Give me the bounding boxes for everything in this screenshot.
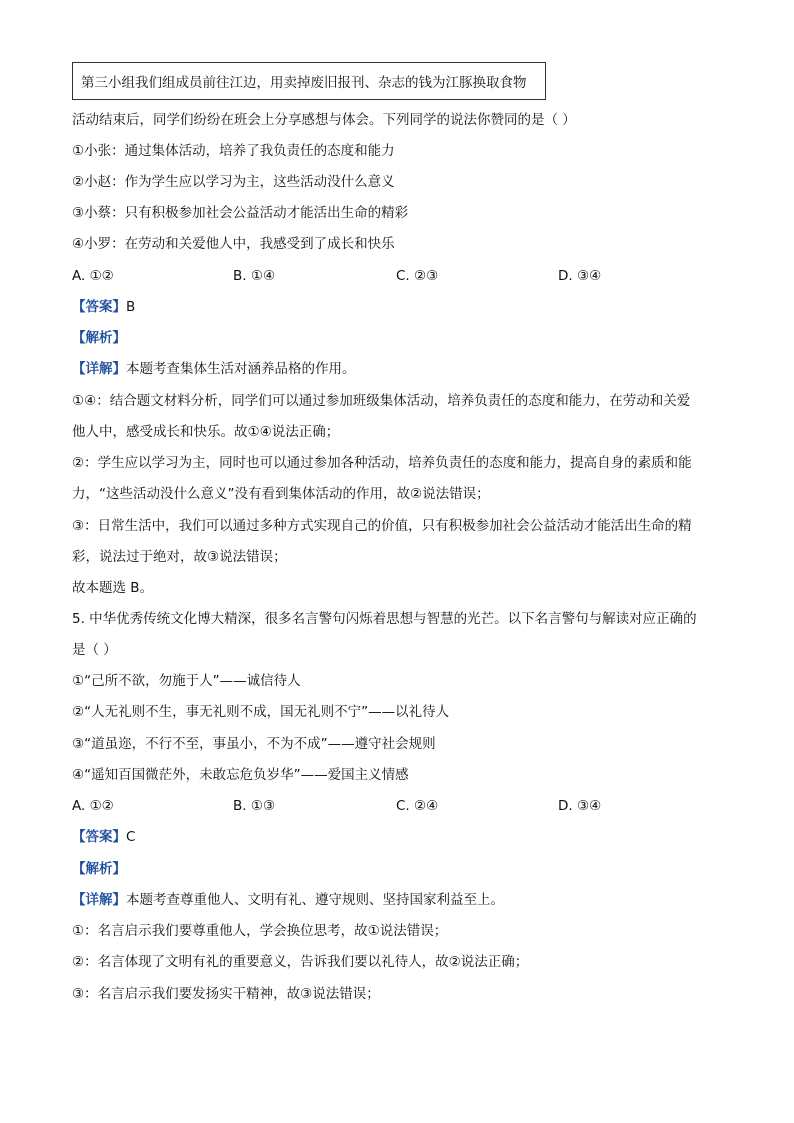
q5-expl-3: ③：名言启示我们要发扬实干精神，故③说法错误； [72, 986, 380, 1002]
q4-item-2: ②小赵：作为学生应以学习为主，这些活动没什么意义 [72, 174, 395, 190]
q4-detail-label: 【详解】 [72, 361, 126, 377]
q5-analysis-label: 【解析】 [72, 861, 126, 877]
q4-item-1: ①小张：通过集体活动，培养了我负责任的态度和能力 [72, 143, 395, 159]
q4-answer-label: 【答案】 [72, 299, 126, 315]
q4-expl-1: ①④：结合题文材料分析，同学们可以通过参加班级集体活动，培养负责任的态度和能力，在劳动和关爱 [72, 393, 691, 409]
q5-option-d: D. ③④ [558, 798, 602, 814]
q4-option-a: A. ①② [72, 268, 114, 284]
q5-item-1: ①“己所不欲，勿施于人”——诚信待人 [72, 673, 301, 689]
q5-detail-label: 【详解】 [72, 892, 126, 908]
q4-analysis-line [72, 328, 126, 348]
q5-answer-line [72, 827, 135, 847]
q4-conclusion: 故本题选 B。 [72, 580, 154, 596]
q5-option-a: A. ①② [72, 798, 114, 814]
q5-item-3: ③“道虽迩，不行不至，事虽小，不为不成”——遵守社会规则 [72, 736, 436, 752]
q4-expl-3: ②：学生应以学习为主，同时也可以通过参加各种活动，培养负责任的态度和能力，提高自身的素质和能 [72, 455, 692, 471]
q4-option-b: B. ①④ [233, 268, 276, 284]
q5-detail-line [72, 890, 504, 910]
q4-answer-line [72, 297, 135, 317]
q5-expl-1: ①：名言启示我们要尊重他人，学会换位思考，故①说法错误； [72, 923, 448, 939]
q4-detail-line [72, 359, 356, 379]
q5-detail: 本题考查尊重他人、文明有礼、遵守规则、坚持国家利益至上。 [126, 892, 504, 908]
q5-stem-line-1: 5. 中华优秀传统文化博大精深，很多名言警句闪烁着思想与智慧的光芒。以下名言警句与解读对应正确的 [72, 611, 697, 627]
q5-analysis-line [72, 859, 126, 879]
q4-expl-6: 彩，说法过于绝对，故③说法错误； [72, 549, 287, 565]
q5-option-c: C. ②④ [396, 798, 439, 814]
q4-lead: 活动结束后，同学们纷纷在班会上分享感想与体会。下列同学的说法你赞同的是（ ） [72, 112, 576, 128]
q4-option-c: C. ②③ [396, 268, 439, 284]
q4-answer: B [126, 299, 136, 315]
q4-expl-4: 力，“这些活动没什么意义”没有看到集体活动的作用，故②说法错误； [72, 486, 490, 502]
q5-option-b: B. ①③ [233, 798, 276, 814]
q4-item-4: ④小罗：在劳动和关爱他人中，我感受到了成长和快乐 [72, 236, 395, 252]
q5-answer: C [126, 829, 136, 845]
q5-stem-line-2: 是（ ） [72, 642, 117, 658]
q5-expl-2: ②：名言体现了文明有礼的重要意义，告诉我们要以礼待人，故②说法正确； [72, 954, 529, 970]
q5-item-2: ②“人无礼则不生，事无礼则不成，国无礼则不宁”——以礼待人 [72, 704, 450, 720]
q4-option-d: D. ③④ [558, 268, 602, 284]
q4-expl-2: 他人中，感受成长和快乐。故①④说法正确； [72, 424, 340, 440]
material-box-text: 第三小组我们组成员前往江边，用卖掉废旧报刊、杂志的钱为江豚换取食物 [81, 75, 527, 91]
q5-item-4: ④“遥知百国微茫外，未敢忘危负岁华”——爱国主义情感 [72, 767, 409, 783]
q5-answer-label: 【答案】 [72, 829, 126, 845]
q4-item-3: ③小蔡：只有积极参加社会公益活动才能活出生命的精彩 [72, 205, 409, 221]
q4-detail: 本题考查集体生活对涵养品格的作用。 [126, 361, 356, 377]
material-box [72, 62, 546, 100]
q4-expl-5: ③：日常生活中，我们可以通过多种方式实现自己的价值，只有积极参加社会公益活动才能活出生命的精 [72, 518, 692, 534]
q4-analysis-label: 【解析】 [72, 330, 126, 346]
